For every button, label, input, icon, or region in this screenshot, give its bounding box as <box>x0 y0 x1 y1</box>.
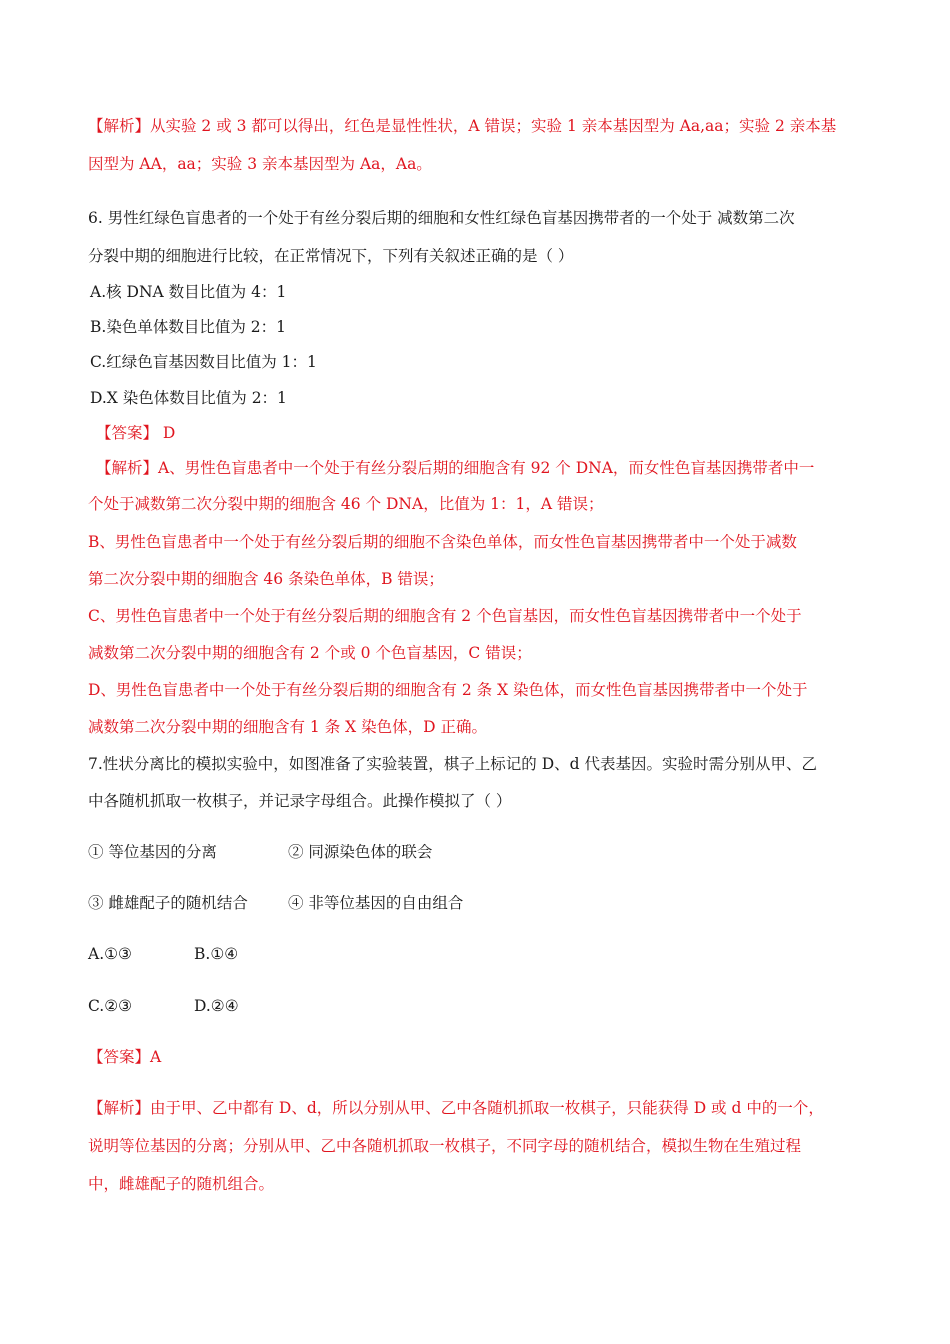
analysis-line: C、男性色盲患者中一个处于有丝分裂后期的细胞含有 2 个色盲基因，而女性色盲基因携带者中一个处于 <box>88 607 802 625</box>
question-stem: 7.性状分离比的模拟实验中，如图准备了实验装置，棋子上标记的 D、d 代表基因。实验时需分别从甲、乙 <box>88 755 817 773</box>
analysis-line: 【解析】由于甲、乙中都有 D、d，所以分别从甲、乙中各随机抓取一枚棋子，只能获得 D 或 d 中的一个， <box>88 1099 824 1117</box>
analysis-line: 中，雌雄配子的随机组合。 <box>88 1175 275 1193</box>
analysis-line: 减数第二次分裂中期的细胞含有 1 条 X 染色体，D 正确。 <box>88 718 487 736</box>
answer-line: 【答案】 D <box>96 424 176 442</box>
analysis-line: 【解析】A、男性色盲患者中一个处于有丝分裂后期的细胞含有 92 个 DNA，而女性色盲基因携带者中一 <box>96 459 815 477</box>
answer-line: 【答案】A <box>88 1048 162 1066</box>
analysis-line: D、男性色盲患者中一个处于有丝分裂后期的细胞含有 2 条 X 染色体，而女性色盲基因携带者中一个处于 <box>88 681 808 699</box>
analysis-line: 个处于减数第二次分裂中期的细胞含 46 个 DNA，比值为 1：1，A 错误； <box>88 495 604 513</box>
option-d: D.X 染色体数目比值为 2：1 <box>90 389 287 407</box>
analysis-line: 因型为 AA，aa；实验 3 亲本基因型为 Aa，Aa。 <box>88 155 432 173</box>
analysis-line: 说明等位基因的分离；分别从甲、乙中各随机抓取一枚棋子，不同字母的随机结合，模拟生物在生殖过程 <box>88 1137 802 1155</box>
analysis-line: 【解析】从实验 2 或 3 都可以得出，红色是显性性状，A 错误；实验 1 亲本基因型为 Aa,aa；实验 2 亲本基 <box>88 117 837 135</box>
question-stem: 分裂中期的细胞进行比较，在正常情况下，下列有关叙述正确的是（ ） <box>88 247 574 265</box>
statement-item: ② 同源染色体的联会 <box>288 843 433 861</box>
analysis-line: 减数第二次分裂中期的细胞含有 2 个或 0 个色盲基因，C 错误； <box>88 644 532 662</box>
statement-item: ① 等位基因的分离 <box>88 843 217 861</box>
analysis-line: 第二次分裂中期的细胞含 46 条染色单体，B 错误； <box>88 570 444 588</box>
analysis-line: B、男性色盲患者中一个处于有丝分裂后期的细胞不含染色单体，而女性色盲基因携带者中一个处于减数 <box>88 533 797 551</box>
option-c: C.②③ <box>88 997 133 1015</box>
option-a: A.①③ <box>88 945 132 963</box>
option-a: A.核 DNA 数目比值为 4：1 <box>90 283 287 301</box>
option-c: C.红绿色盲基因数目比值为 1：1 <box>90 353 317 371</box>
option-d: D.②④ <box>194 997 239 1015</box>
statement-item: ④ 非等位基因的自由组合 <box>288 894 464 912</box>
statement-item: ③ 雌雄配子的随机结合 <box>88 894 248 912</box>
option-b: B.染色单体数目比值为 2：1 <box>90 318 286 336</box>
question-stem: 中各随机抓取一枚棋子，并记录字母组合。此操作模拟了（ ） <box>88 792 512 810</box>
option-b: B.①④ <box>194 945 239 963</box>
question-stem: 6. 男性红绿色盲患者的一个处于有丝分裂后期的细胞和女性红绿色盲基因携带者的一个处于 减数第二次 <box>88 209 795 227</box>
